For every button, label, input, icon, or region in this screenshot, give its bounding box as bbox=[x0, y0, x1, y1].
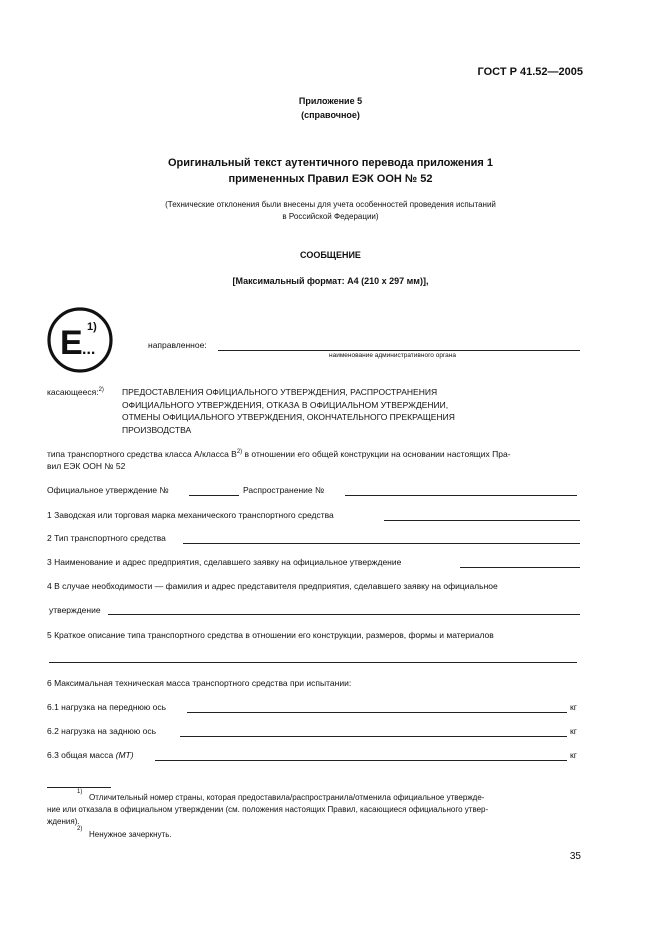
footnote-1-mark: 1) bbox=[77, 789, 83, 795]
e-mark-letter: E bbox=[60, 324, 83, 362]
item-5-label: 5 Краткое описание типа транспортного средства в отношении его конструкции, размеров, формы и материалов bbox=[47, 630, 494, 640]
item-6-3-unit: кг bbox=[570, 750, 577, 760]
concerning-line-4: ПРОИЗВОДСТВА bbox=[122, 425, 192, 435]
note-line-1: (Технические отклонения были внесены для учета особенностей проведения испытаний bbox=[165, 200, 496, 209]
page-number: 35 bbox=[569, 851, 581, 862]
item-2-label: 2 Тип транспортного средства bbox=[47, 533, 166, 543]
vehicle-type-line-2: вил ЕЭК ООН № 52 bbox=[47, 461, 126, 471]
item-4-label: 4 В случае необходимости — фамилия и адрес представителя предприятия, сделавшего заявку на официальное bbox=[47, 581, 498, 591]
heading-line-1: Оригинальный текст аутентичного перевода приложения 1 bbox=[167, 157, 494, 169]
appendix-title: Приложение 5 bbox=[298, 96, 363, 106]
concerning-line-2: ОФИЦИАЛЬНОГО УТВЕРЖДЕНИЯ, ОТКАЗА В ОФИЦИАЛЬНОМ УТВЕРЖДЕНИИ, bbox=[122, 400, 449, 410]
item-2-field[interactable] bbox=[183, 543, 580, 544]
addressee-caption: наименование административного органа bbox=[329, 352, 456, 359]
item-6-2-field[interactable] bbox=[180, 736, 567, 737]
concerning-line-1: ПРЕДОСТАВЛЕНИЯ ОФИЦИАЛЬНОГО УТВЕРЖДЕНИЯ, РАСПРОСТРАНЕНИЯ bbox=[122, 387, 438, 397]
heading-line-2: примененных Правил ЕЭК ООН № 52 bbox=[228, 173, 433, 185]
item-6-1-field[interactable] bbox=[187, 712, 567, 713]
footnote-1-line-2: ние или отказала в официальном утверждении (см. положения настоящих Правил, касающиеся официального утвер- bbox=[47, 805, 489, 814]
e-mark-dots: ... bbox=[82, 341, 96, 358]
concerning-label: касающееся:$^{2)}$ bbox=[47, 387, 104, 397]
extension-number-field[interactable] bbox=[345, 495, 577, 496]
item-1-field[interactable] bbox=[384, 520, 580, 521]
message-title: СООБЩЕНИЕ bbox=[300, 250, 361, 260]
item-6-1-unit: кг bbox=[570, 702, 577, 712]
e-mark-emblem bbox=[46, 306, 114, 374]
concerning-line-3: ОТМЕНЫ ОФИЦИАЛЬНОГО УТВЕРЖДЕНИЯ, ОКОНЧАТЕЛЬНОГО ПРЕКРАЩЕНИЯ bbox=[122, 412, 455, 422]
footnote-2-mark: 2) bbox=[77, 826, 83, 832]
approval-number-field[interactable] bbox=[189, 495, 239, 496]
approval-label: Официальное утверждение № bbox=[47, 485, 169, 495]
item-6-2-label: 6.2 нагрузка на заднюю ось bbox=[47, 726, 157, 736]
item-6-label: 6 Максимальная техническая масса транспортного средства при испытании: bbox=[47, 678, 352, 688]
item-6-3-label: 6.3 общая масса (МТ) bbox=[47, 750, 134, 760]
item-3-label: 3 Наименование и адрес предприятия, сделавшего заявку на официальное утверждение bbox=[47, 557, 402, 567]
e-mark-sup: 1) bbox=[87, 321, 97, 333]
item-6-2-unit: кг bbox=[570, 726, 577, 736]
item-4-field[interactable] bbox=[108, 614, 580, 615]
item-6-3-field[interactable] bbox=[155, 760, 567, 761]
appendix-subtitle: (справочное) bbox=[301, 110, 360, 120]
footnote-1-line-1: Отличительный номер страны, которая предоставила/распространила/отменила официальное утвержде- bbox=[89, 793, 485, 802]
standard-code: ГОСТ Р 41.52—2005 bbox=[477, 66, 583, 78]
addressee-label: направленное: bbox=[148, 340, 207, 350]
item-3-field[interactable] bbox=[460, 567, 580, 568]
footnote-2-text: Ненужное зачеркнуть. bbox=[89, 830, 172, 839]
vehicle-type-line-1: типа транспортного средства класса А/класса $В^{2)}$ в отношении его общей конструкции на основании настоящих Пра- bbox=[47, 449, 511, 459]
item-1-label: 1 Заводская или торговая марка механического транспортного средства bbox=[47, 510, 334, 520]
footnote-1-line-3: ждения). bbox=[47, 817, 80, 826]
footnote-separator bbox=[47, 787, 111, 788]
item-5-field[interactable] bbox=[49, 662, 577, 663]
message-format: [Максимальный формат: А4 (210 х 297 мм)], bbox=[232, 276, 429, 286]
addressee-field[interactable] bbox=[218, 350, 580, 351]
note-line-2: в Российской Федерации) bbox=[282, 212, 379, 221]
item-6-1-label: 6.1 нагрузка на переднюю ось bbox=[47, 702, 167, 712]
item-4-continuation: утверждение bbox=[49, 605, 101, 615]
extension-label: Распространение № bbox=[243, 485, 325, 495]
